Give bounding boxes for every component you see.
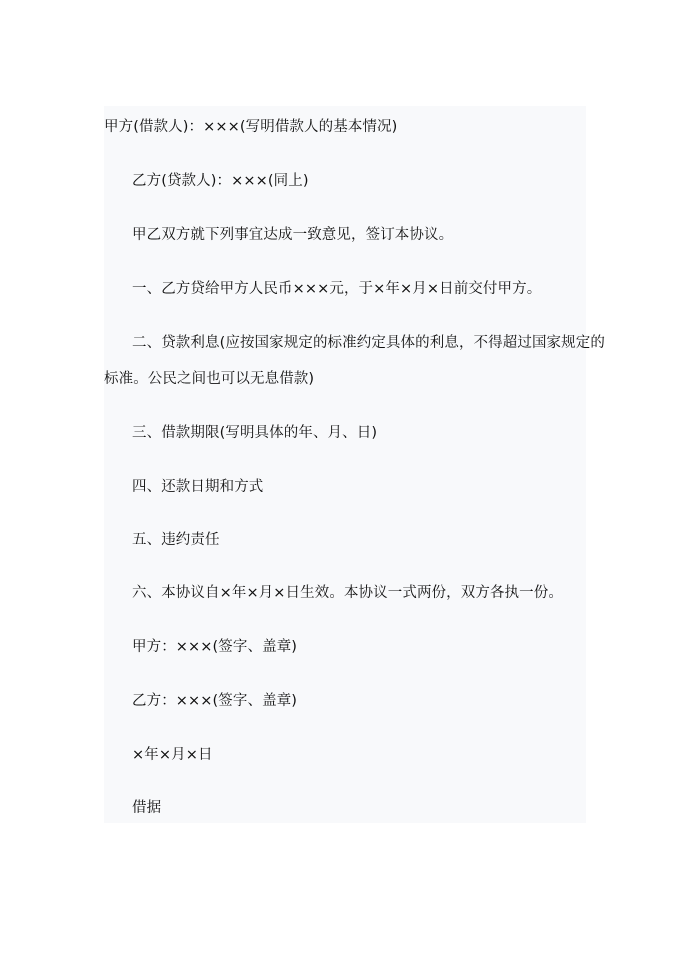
party-a-borrower-line: 甲方(借款人)：×××(写明借款人的基本情况) bbox=[104, 119, 398, 135]
party-a-signature-line: 甲方：×××(签字、盖章) bbox=[132, 639, 298, 655]
clause-6-line: 六、本协议自×年×月×日生效。本协议一式两份，双方各执一份。 bbox=[132, 585, 563, 601]
party-b-lender-line: 乙方(贷款人)：×××(同上) bbox=[132, 173, 309, 189]
document-text-area bbox=[104, 106, 586, 823]
clause-3-line: 三、借款期限(写明具体的年、月、日) bbox=[132, 425, 378, 441]
agreement-intro-line: 甲乙双方就下列事宜达成一致意见，签订本协议。 bbox=[132, 227, 454, 243]
receipt-heading: 借据 bbox=[132, 800, 162, 816]
clause-2-line: 二、贷款利息(应按国家规定的标准约定具体的利息，不得超过国家规定的 bbox=[132, 335, 605, 351]
clause-2-continuation-line: 标准。公民之间也可以无息借款) bbox=[104, 371, 315, 387]
date-line: ×年×月×日 bbox=[132, 747, 213, 763]
party-b-signature-line: 乙方：×××(签字、盖章) bbox=[132, 693, 298, 709]
clause-5-line: 五、违约责任 bbox=[132, 532, 220, 548]
clause-4-line: 四、还款日期和方式 bbox=[132, 479, 264, 495]
clause-1-line: 一、乙方贷给甲方人民币×××元，于×年×月×日前交付甲方。 bbox=[132, 281, 542, 297]
